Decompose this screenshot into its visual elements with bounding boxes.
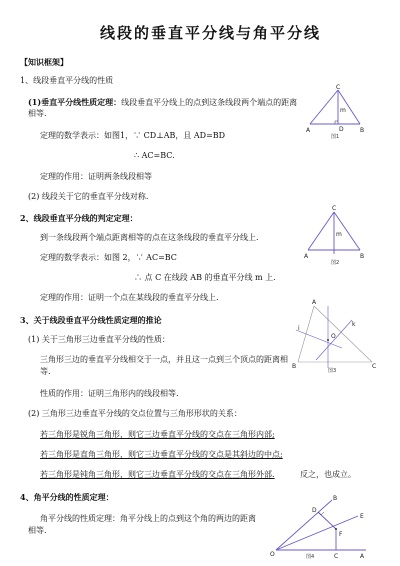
figure-4 [266,496,370,560]
s1-symmetry: (2) 线段关于它的垂直平分线对称. [28,192,149,201]
s1-conclusion: ∴ AC=BC. [134,151,175,160]
fig1-label-d: D [339,126,344,133]
fig3-label-o: O [331,333,336,340]
figure-1 [304,84,366,140]
s3-case-acute: 若三角形是锐角三角形，则它三边垂直平分线的交点在三角形内部; [40,430,275,439]
fig4-label-a: A [360,553,365,560]
fig2-label-m: m [336,231,342,238]
s3-p1-text-2: 等. [40,367,51,376]
fig4-label-c: C [334,553,339,560]
page-title: 线段的垂直平分线与角平分线 [100,24,322,42]
fig3-caption: 图3 [328,368,337,374]
fig4-label-f: F [339,531,343,538]
s1-math-expr: 定理的数学表示：如图1，∵ CD⊥AB，且 AD=BD [40,131,226,140]
s1-theorem-label: (1)垂直平分线性质定理： [28,97,122,107]
s4-text-2: 相等. [28,526,47,535]
fig4-caption: 图4 [306,554,315,560]
fig1-caption: 图1 [331,134,340,140]
s4-heading: 4、角平分线的性质定理： [20,492,114,502]
fig2-label-a: A [304,253,309,260]
fig3-label-k: k [352,321,356,328]
s1-theorem-text-2: 相等. [28,109,47,118]
section-header: 【知识框架】 [20,57,68,67]
fig2-caption: 图2 [331,260,340,266]
s2-math-expr: 定理的数学表示：如图 2，∵ AC=BC [40,253,177,262]
s3-p1: (1) 关于三角形三边垂直平分线的性质： [28,335,170,344]
figure-2 [304,206,366,264]
fig1-label-c: C [336,84,341,91]
s2-heading: 2、线段垂直平分线的判定定理： [20,213,138,223]
figure-3 [288,300,378,372]
s1-heading: 1、线段垂直平分线的性质 [20,76,114,85]
fig3-label-a: A [312,299,317,306]
fig1-label-m: m [340,107,346,114]
s1-usage: 定理的作用：证明两条线段相等 [40,172,152,181]
fig3-label-c: C [372,363,377,370]
fig3-label-i: i [298,325,300,332]
s4-text: 角平分线的性质定理：角平分线上的点到这个角的两边的距离 [40,514,256,523]
s3-p2: (2) 三角形三边垂直平分线的交点位置与三角形形状的关系： [28,409,242,418]
fig4-label-o: O [270,551,275,558]
s3-p1-text: 三角形三边的垂直平分线相交于一点，并且这一点到三个顶点的距离相 [40,355,288,364]
s2-text: 到一条线段两个端点距离相等的点在这条线段的垂直平分线上. [40,233,259,242]
s1-theorem [28,97,297,108]
fig2-label-b: B [360,253,365,260]
s3-case-obtuse: 若三角形是钝角三角形，则它三边垂直平分线的交点在三角形外部. [40,470,275,479]
fig2-label-c: C [332,205,337,212]
s2-conclusion: ∴ 点 C 在线段 AB 的垂直平分线 m 上. [134,273,276,282]
fig3-label-b: B [292,363,297,370]
fig4-label-b: B [333,495,338,502]
s3-converse: 反之，也成立。 [300,470,356,479]
fig1-label-b: B [360,127,365,134]
fig4-label-d: D [312,507,317,514]
s3-usage: 性质的作用：证明三角形内的线段相等. [40,389,179,398]
s3-heading: 3、关于线段垂直平分线性质定理的推论 [20,315,162,325]
fig4-label-e: E [360,513,364,520]
fig1-label-a: A [306,127,311,134]
s3-case-right: 若三角形是直角三角形，则它三边垂直平分线的交点是其斜边的中点; [40,450,283,459]
s1-theorem-text: 线段垂直平分线上的点到这条线段两个端点的距离 [121,98,298,107]
s2-usage: 定理的作用：证明一个点在某线段的垂直平分线上. [40,293,219,302]
